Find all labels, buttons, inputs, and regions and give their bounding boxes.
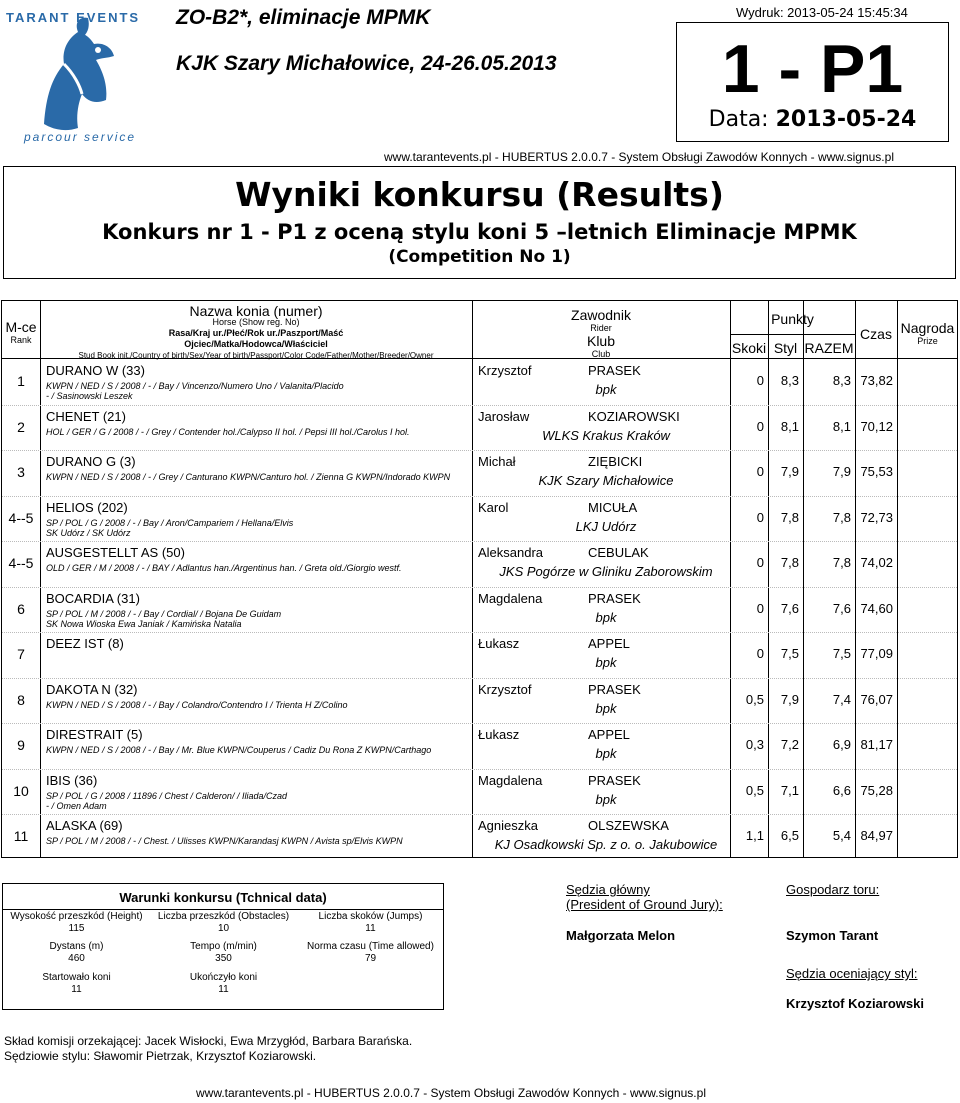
row-rank: 9 (17, 737, 25, 753)
course-designer-name: Szymon Tarant (786, 928, 879, 943)
rider-last-name: APPEL (588, 727, 630, 742)
horse-name: BOCARDIA (31) (46, 591, 140, 606)
table-row (2, 678, 957, 724)
results-subtitle: Konkurs nr 1 - P1 z oceną stylu koni 5 –letnich Eliminacje MPMK (102, 220, 857, 244)
row-time: 74,02 (860, 555, 893, 570)
row-total: 7,8 (832, 510, 851, 525)
rider-first-name: Krzysztof (478, 363, 532, 378)
table-row (2, 541, 957, 587)
tech-height: Wysokość przeszkód (Height) 115 (10, 911, 143, 934)
horse-name: HELIOS (202) (46, 500, 128, 515)
horse-cell (46, 363, 344, 401)
results-title: Wyniki konkursu (Results) (235, 175, 724, 214)
row-rank: 3 (17, 464, 25, 480)
horse-name: IBIS (36) (46, 773, 98, 788)
horse-cell (46, 727, 431, 755)
rider-first-name: Magdalena (478, 773, 543, 788)
horse-details: KWPN / NED / S / 2008 / - / Bay / Colandro/Contendro I / Trienta H Z/Colino (46, 700, 348, 710)
rider-last-name: MICUŁA (588, 500, 638, 515)
logo-text-top: TARANT EVENTS (6, 10, 141, 25)
row-style: 7,5 (780, 646, 799, 661)
table-row (2, 769, 957, 815)
row-total: 6,9 (832, 737, 851, 752)
prize-header: Nagroda Prize (900, 320, 955, 346)
row-jumps: 0 (756, 601, 764, 616)
row-style: 7,8 (780, 555, 799, 570)
row-style: 7,2 (780, 737, 799, 752)
rider-last-name: KOZIAROWSKI (588, 409, 680, 424)
rider-club: bpk (595, 746, 617, 761)
tech-time-allowed: Norma czasu (Time allowed) 79 (307, 941, 434, 964)
row-time: 72,73 (860, 510, 893, 525)
results-title-box (3, 166, 956, 279)
table-row (2, 632, 957, 678)
rider-first-name: Agnieszka (478, 818, 538, 833)
row-time: 84,97 (860, 828, 893, 843)
horse-cell (46, 818, 403, 846)
technical-data-box (2, 883, 444, 1010)
row-style: 7,1 (780, 783, 799, 798)
horse-cell (46, 545, 402, 573)
rider-club: KJK Szary Michałowice (538, 473, 674, 488)
logo-text-bottom: parcour service (24, 130, 137, 144)
style-judge-label: Sędzia oceniający styl: (786, 966, 918, 981)
row-rank: 8 (17, 692, 25, 708)
row-total: 7,9 (832, 464, 851, 479)
row-rank: 1 (17, 373, 25, 389)
horse-name: DIRESTRAIT (5) (46, 727, 143, 742)
jumps-header: Skoki (731, 340, 767, 356)
competition-date (677, 107, 948, 132)
rider-club: WLKS Krakus Kraków (542, 428, 670, 443)
rider-last-name: PRASEK (588, 773, 641, 788)
horse-details: SK Udórz / SK Udórz (46, 528, 131, 538)
row-style: 7,8 (780, 510, 799, 525)
competition-name: ZO-B2*, eliminacje MPMK (176, 6, 431, 29)
system-line-top: www.tarantevents.pl - HUBERTUS 2.0.0.7 - System Obsługi Zawodów Konnych - www.signus.pl (384, 150, 894, 164)
row-total: 6,6 (832, 783, 851, 798)
horse-name: DEEZ IST (8) (46, 636, 124, 651)
rider-first-name: Krzysztof (478, 682, 532, 697)
rider-last-name: PRASEK (588, 363, 641, 378)
table-row (2, 723, 957, 769)
competition-code-box (676, 22, 949, 142)
horse-details: SK Nowa Wioska Ewa Janiak / Kamińska Natalia (46, 619, 242, 629)
total-header: RAZEM (804, 340, 854, 356)
row-total: 8,3 (832, 373, 851, 388)
horse-name: DURANO G (3) (46, 454, 136, 469)
tech-obstacles: Liczba przeszkód (Obstacles) 10 (157, 911, 290, 934)
horse-cell (46, 591, 281, 629)
row-jumps: 0,5 (745, 783, 764, 798)
row-style: 7,9 (780, 464, 799, 479)
row-rank: 4--5 (8, 510, 34, 526)
chief-judge-label: Sędzia główny (566, 882, 650, 897)
rider-club: LKJ Udórz (575, 519, 637, 534)
organizer-logo (4, 4, 150, 150)
horse-details: KWPN / NED / S / 2008 / - / Bay / Vincenzo/Numero Uno / Valanita/Placido (46, 381, 344, 391)
competition-code: 1 - P1 (721, 31, 904, 107)
horse-cell (46, 682, 347, 710)
horse-details: OLD / GER / M / 2008 / - / BAY / Adlantus han./Argentinus han. / Greta old./Giorgio westf. (46, 563, 402, 573)
horse-cell (46, 454, 450, 482)
style-judge-name: Krzysztof Koziarowski (786, 996, 924, 1011)
row-rank: 2 (17, 419, 25, 435)
rider-first-name: Michał (478, 454, 516, 469)
rider-last-name: CEBULAK (588, 545, 649, 560)
horse-details: - / Omen Adam (46, 801, 107, 811)
tech-started: Startowało koni 11 (42, 972, 111, 995)
table-row (2, 496, 957, 542)
rider-last-name: PRASEK (588, 591, 641, 606)
rider-club: bpk (595, 701, 617, 716)
horse-details: KWPN / NED / S / 2008 / - / Grey / Canturano KWPN/Canturo hol. / Zienna G KWPN/Indorado KWPN (46, 472, 451, 482)
rider-last-name: APPEL (588, 636, 630, 651)
tech-jumps: Liczba skoków (Jumps) 11 (318, 911, 423, 934)
row-jumps: 1,1 (745, 828, 764, 843)
rider-first-name: Łukasz (478, 636, 520, 651)
row-time: 73,82 (860, 373, 893, 388)
row-jumps: 0,5 (745, 692, 764, 707)
row-time: 74,60 (860, 601, 893, 616)
row-jumps: 0,3 (745, 737, 764, 752)
style-judges-list: Sędziowie stylu: Sławomir Pietrzak, Krzysztof Koziarowski. (4, 1049, 317, 1063)
horse-name: AUSGESTELLT AS (50) (46, 545, 185, 560)
row-time: 76,07 (860, 692, 893, 707)
horse-details: SP / POL / G / 2008 / - / Bay / Aron/Campariem / Hellana/Elvis (46, 518, 294, 528)
row-rank: 11 (13, 828, 29, 844)
tech-distance: Dystans (m) 460 (49, 941, 104, 964)
rider-last-name: OLSZEWSKA (588, 818, 669, 833)
rider-first-name: Jarosław (478, 409, 530, 424)
rider-first-name: Łukasz (478, 727, 520, 742)
horse-name: DAKOTA N (32) (46, 682, 138, 697)
venue-title: KJK Szary Michałowice, 24-26.05.2013 (176, 52, 557, 75)
row-time: 75,28 (860, 783, 893, 798)
jury-commission: Skład komisji orzekającej: Jacek Wisłocki, Ewa Mrzygłód, Barbara Barańska. (4, 1034, 413, 1048)
horse-details: SP / POL / G / 2008 / 11896 / Chest / Calderon/ / Iliada/Czad (46, 791, 287, 801)
rider-club: bpk (595, 792, 617, 807)
table-row (2, 814, 957, 860)
row-rank: 4--5 (8, 555, 34, 571)
table-row (2, 405, 957, 451)
table-row (2, 587, 957, 633)
row-time: 75,53 (860, 464, 893, 479)
row-time: 77,09 (860, 646, 893, 661)
row-total: 7,8 (832, 555, 851, 570)
row-style: 7,6 (780, 601, 799, 616)
course-designer-label: Gospodarz toru: (786, 882, 880, 897)
rank-header: M-ce Rank (5, 319, 37, 345)
rider-club: bpk (595, 610, 617, 625)
print-timestamp: Wydruk: 2013-05-24 15:45:34 (736, 5, 908, 20)
chief-judge-label-en: (President of Ground Jury): (566, 897, 723, 912)
row-total: 7,6 (832, 601, 851, 616)
results-table (1, 300, 958, 858)
rider-first-name: Aleksandra (478, 545, 544, 560)
row-jumps: 0 (756, 464, 764, 479)
competition-number: (Competition No 1) (388, 247, 571, 267)
horse-details: SP / POL / M / 2008 / - / Chest. / Ulisses KWPN/Karandasj KWPN / Avista sp/Elvis KWPN (46, 836, 403, 846)
rider-club: JKS Pogórze w Gliniku Zaborowskim (499, 564, 713, 579)
row-rank: 6 (17, 601, 25, 617)
horse-name: ALASKA (69) (46, 818, 123, 833)
horse-cell (46, 409, 410, 437)
rider-club: bpk (595, 382, 617, 397)
row-style: 7,9 (780, 692, 799, 707)
chief-judge-name: Małgorzata Melon (566, 928, 676, 943)
horse-cell (46, 636, 124, 651)
points-header: Punkty (771, 311, 814, 327)
table-row (2, 450, 957, 496)
rider-header: Zawodnik Rider Klub Club (571, 307, 631, 359)
row-style: 8,3 (780, 373, 799, 388)
horse-name: CHENET (21) (46, 409, 126, 424)
row-time: 70,12 (860, 419, 893, 434)
row-jumps: 0 (756, 373, 764, 388)
row-total: 5,4 (832, 828, 851, 843)
row-style: 6,5 (780, 828, 799, 843)
horse-cell (46, 773, 287, 811)
row-rank: 10 (13, 783, 29, 799)
tech-finished: Ukończyło koni 11 (189, 972, 258, 995)
time-header: Czas (860, 326, 892, 342)
technical-data-title: Warunki konkursu (Tchnical data) (119, 890, 327, 905)
date-label: Data: (708, 107, 769, 132)
horse-details: KWPN / NED / S / 2008 / - / Bay / Mr. Blue KWPN/Couperus / Cadiz Du Rona Z KWPN/Carthago (46, 745, 432, 755)
row-style: 8,1 (780, 419, 799, 434)
horse-details: SP / POL / M / 2008 / - / Bay / Cordial/ / Bojana De Guidam (46, 609, 282, 619)
rider-first-name: Magdalena (478, 591, 543, 606)
horse-details: - / Sasinowski Leszek (46, 391, 133, 401)
system-line-bottom: www.tarantevents.pl - HUBERTUS 2.0.0.7 - System Obsługi Zawodów Konnych - www.signus.pl (196, 1086, 706, 1100)
rider-first-name: Karol (478, 500, 509, 515)
row-total: 8,1 (832, 419, 851, 434)
row-jumps: 0 (756, 646, 764, 661)
row-time: 81,17 (860, 737, 893, 752)
row-jumps: 0 (756, 555, 764, 570)
table-row (2, 359, 957, 405)
rider-last-name: ZIĘBICKI (588, 454, 643, 469)
style-header: Styl (773, 340, 798, 356)
row-total: 7,4 (832, 692, 851, 707)
rider-club: KJ Osadkowski Sp. z o. o. Jakubowice (494, 837, 718, 852)
row-jumps: 0 (756, 419, 764, 434)
rider-club: bpk (595, 655, 617, 670)
row-rank: 7 (17, 646, 25, 662)
tech-tempo: Tempo (m/min) 350 (190, 941, 257, 964)
horse-header: Nazwa konia (numer) Horse (Show reg. No) Rasa/Kraj ur./Płeć/Rok ur./Paszport/Maść Ojciec/Matka/Hodowca/Właściciel Stud Book init./Country of birth/Sex/Year of birth/Passport/Color Code/Father/Mother/Breeder/Owner (78, 303, 434, 360)
row-jumps: 0 (756, 510, 764, 525)
row-total: 7,5 (832, 646, 851, 661)
rider-last-name: PRASEK (588, 682, 641, 697)
horse-cell (46, 500, 293, 538)
horse-details: HOL / GER / G / 2008 / - / Grey / Contender hol./Calypso II hol. / Pepsi III hol./Carolus I hol. (46, 427, 410, 437)
date-value: 2013-05-24 (775, 107, 917, 132)
horse-name: DURANO W (33) (46, 363, 145, 378)
